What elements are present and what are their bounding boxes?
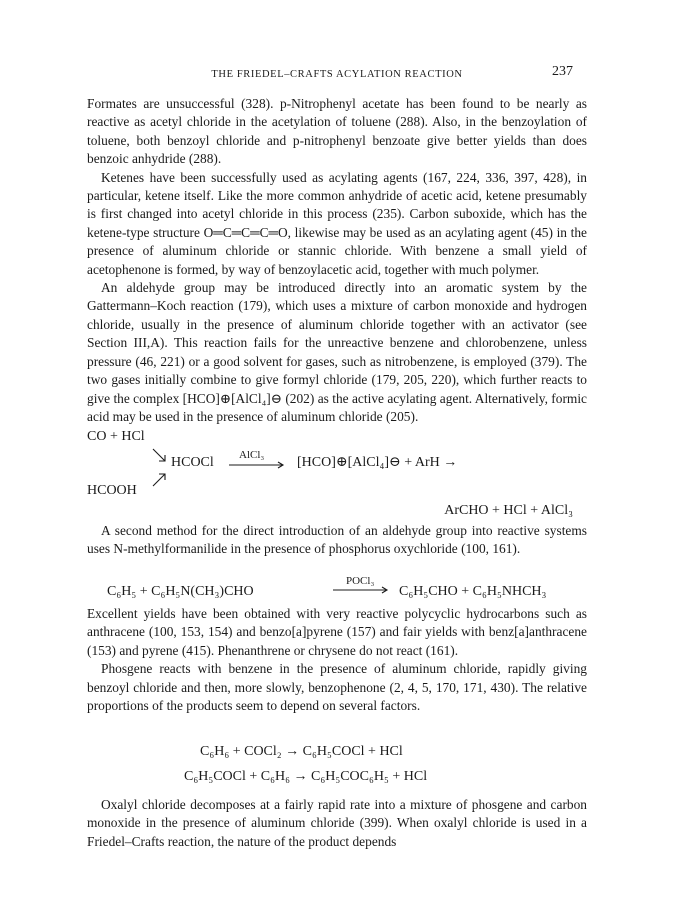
reaction-arrow-icon: [229, 460, 289, 470]
reagent-label: POCl₃: [346, 575, 375, 587]
paragraph-gattermann-koch: An aldehyde group may be introduced directly into an aromatic system by the Gattermann–Koch reaction (179), which uses a mixture of carbon monoxide and hydrogen chloride, usually in the presence of aluminum chloride together with an activator (see Section III,A). This reaction fails for the unreactive benzene and chlorobenzene, unless pressure (46, 221) or a good solvent for gases, such as nitrobenzene, is employed (379). The two gases initially combine to give formyl chloride (179, 205, 220), which further reacts to give the complex [HCO]⊕[AlCl₄]⊖ (202) as the active acylating agent. Alternatively, formic acid may be used in the presence of aluminum chloride (205).: [87, 280, 587, 424]
equation2-left: C₆H₅ + C₆H₅N(CH₃)CHO: [107, 584, 254, 599]
body-text-lower: [87, 605, 587, 715]
reactant-co-hcl: CO + HCl: [87, 429, 145, 444]
paragraph-n-methylformanilide: A second method for the direct introduction of an aldehyde group into reactive systems uses N-methylformanilide in the presence of phosphorus oxychloride (100, 161).: [87, 523, 587, 557]
paragraph-excellent-yields: Excellent yields have been obtained with very reactive polycyclic hydrocarbons such as anthracene (100, 153, 154) and benzo[a]pyrene (157) and fair yields with benz[a]anthracene (153) and pyrene (415). Phenanthrene or chrysene do not react (161).: [87, 606, 587, 658]
equation2-right: C₆H₅CHO + C₆H₅NHCH₃: [399, 584, 547, 599]
product-archo: ArCHO + HCl + AlCl₃: [444, 503, 573, 518]
running-title: THE FRIEDEL–CRAFTS ACYLATION REACTION: [211, 69, 463, 80]
page-number: 237: [552, 64, 573, 79]
body-text-bottom: [87, 796, 587, 851]
phosgene-equation-2: C₆H₅COCl + C₆H₆ → C₆H₅COC₆H₅ + HCl: [184, 769, 428, 784]
reactant-formic-acid: HCOOH: [87, 483, 137, 498]
paragraph-formates: Formates are unsuccessful (328). p-Nitrophenyl acetate has been found to be nearly as reactive as acetyl chloride in the acetylation of toluene (288). Also, in the benzoylation of toluene, both benzoyl chloride and p-nitrophenyl benzoate give better yields than does benzoic anhydride (288).: [87, 96, 587, 167]
paragraph-oxalyl-chloride: Oxalyl chloride decomposes at a fairly rapid rate into a mixture of phosgene and carbon monoxide in the presence of aluminum chloride (399). When oxalyl chloride is used in a Friedel–Crafts reaction, the nature of the product depends: [87, 797, 587, 849]
book-page: [87, 0, 587, 919]
body-text-top: [87, 95, 587, 426]
intermediate-hcocl: HCOCl: [171, 455, 214, 470]
phosgene-equation-1: C₆H₆ + COCl₂ → C₆H₅COCl + HCl: [200, 744, 403, 759]
reaction-arrow-icon: [333, 585, 393, 595]
page-header: [87, 63, 587, 81]
paragraph-ketenes: Ketenes have been successfully used as acylating agents (167, 224, 336, 397, 428), in particular, ketene itself. Like the more common anhydride of acetic acid, ketene presumably is first changed into acetyl chloride in this process (235). Carbon suboxide, which has the ketene-type structure O═C═C═C═O, likewise may be used as an acylating agent (45) in the presence of aluminum chloride or stannic chloride. With benzene a small yield of acetophenone is formed, by way of benzoylacetic acid, together with much polymer.: [87, 169, 587, 277]
paragraph-phosgene: Phosgene reacts with benzene in the presence of aluminum chloride, rapidly giving benzoyl chloride and then, more slowly, benzophenone (2, 4, 5, 170, 171, 430). The relative proportions of the products seem to depend on several factors.: [87, 661, 587, 714]
body-text-middle: [87, 522, 587, 559]
acylium-complex: [HCO]⊕[AlCl₄]⊖ + ArH →: [297, 455, 458, 470]
catalyst-label: AlCl₃: [239, 449, 265, 461]
arrow-up-right-icon: [151, 470, 181, 490]
